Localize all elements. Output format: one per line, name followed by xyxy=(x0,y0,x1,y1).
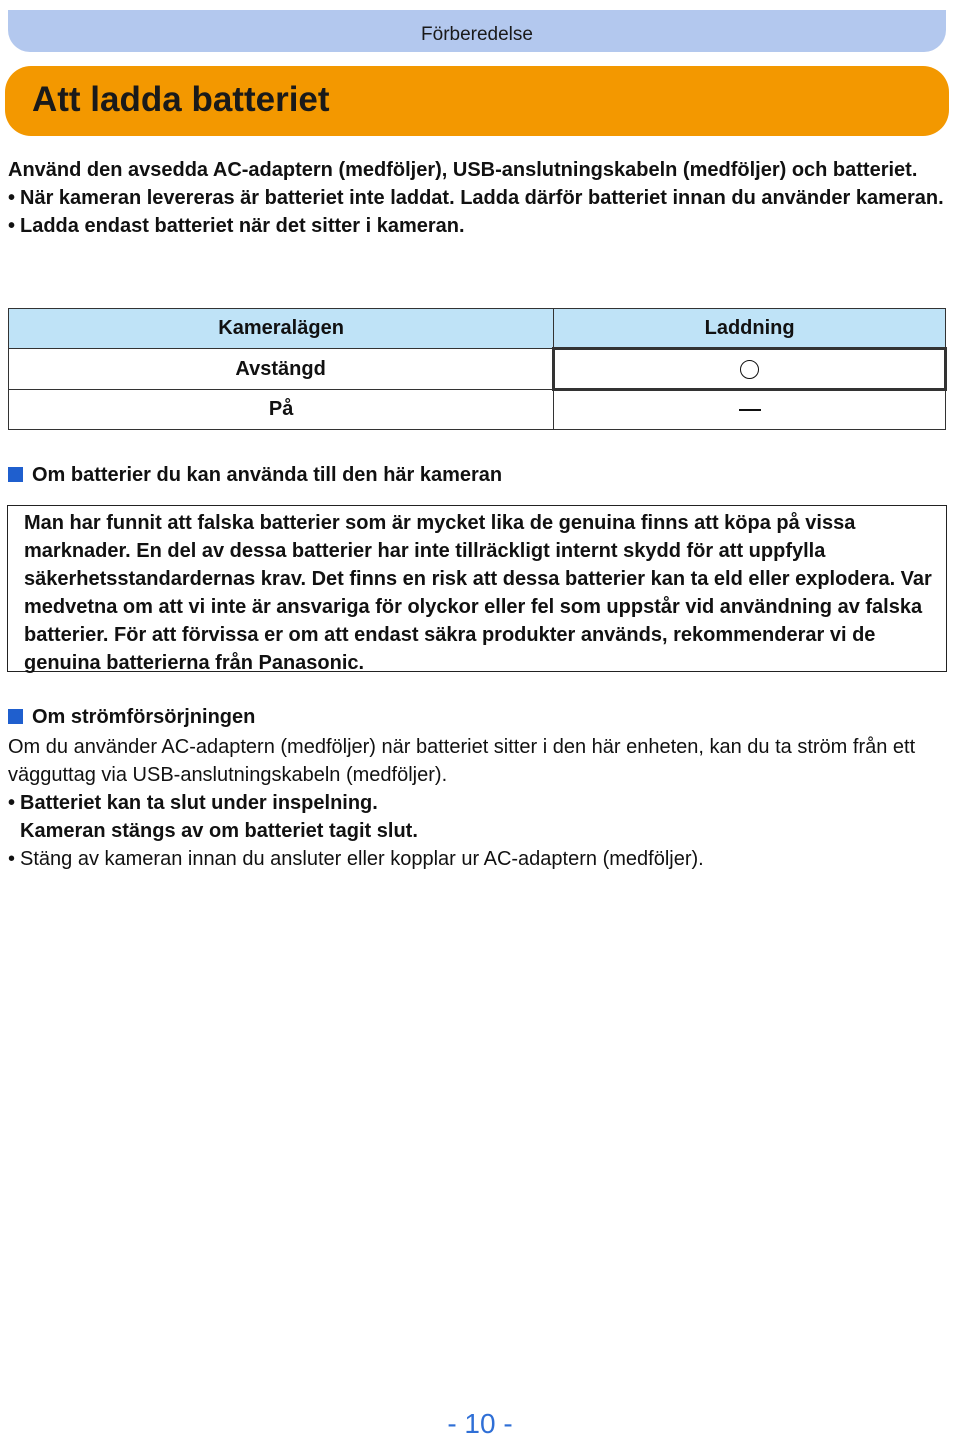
intro-lead: Använd den avsedda AC-adaptern (medföljer), USB-anslutningskabeln (medföljer) och batteriet. xyxy=(8,159,918,181)
column-header-charge: Laddning xyxy=(554,309,946,349)
table-header-row xyxy=(9,309,946,349)
intro-bullet: • Ladda endast batteriet när det sitter i kameran. xyxy=(8,212,948,240)
power-section xyxy=(8,733,953,873)
square-bullet-icon xyxy=(8,709,23,724)
power-bullet: • Stäng av kameran innan du ansluter eller kopplar ur AC-adaptern (medföljer). xyxy=(8,845,953,873)
page-title: Att ladda batteriet xyxy=(32,80,330,119)
battery-heading xyxy=(8,464,502,487)
circle-icon xyxy=(740,360,759,379)
column-header-mode: Kameralägen xyxy=(9,309,554,349)
camera-mode-table xyxy=(8,308,947,430)
power-bullet: • Batteriet kan ta slut under inspelning. xyxy=(8,789,953,817)
square-bullet-icon xyxy=(8,467,23,482)
table-row xyxy=(9,349,946,390)
warning-box xyxy=(7,505,947,672)
power-bullet-continuation: Kameran stängs av om batteriet tagit slut. xyxy=(20,820,418,842)
dash-icon xyxy=(739,409,761,412)
battery-heading-text: Om batterier du kan använda till den här kameran xyxy=(32,464,503,486)
charge-cell xyxy=(554,349,946,390)
section-header xyxy=(8,10,946,52)
power-heading-text: Om strömförsörjningen xyxy=(32,706,256,728)
intro-bullet: • När kameran levereras är batteriet inte laddat. Ladda därför batteriet innan du använder kameran. xyxy=(8,184,948,212)
charge-cell xyxy=(554,390,946,430)
page-number: - 10 - xyxy=(447,1408,513,1439)
mode-cell: På xyxy=(9,390,554,430)
power-heading xyxy=(8,706,255,729)
title-bar xyxy=(5,66,949,136)
intro-text xyxy=(8,156,948,240)
section-label: Förberedelse xyxy=(421,24,533,45)
warning-text: Man har funnit att falska batterier som är mycket lika de genuina finns att köpa på vissa marknader. En del av dessa batterier har inte tillräckligt internt skydd för att uppfylla säkerhetsstandardernas krav. Det finns en risk att dessa batterier kan ta eld eller explodera. Var medvetna om att vi inte är ansvariga för olyckor eller fel som uppstår vid användning av falska batterier. För att förvissa er om att endast säkra produkter används, rekommenderar vi de genuina batterierna från Panasonic. xyxy=(24,512,932,674)
mode-cell: Avstängd xyxy=(9,349,554,390)
table-row xyxy=(9,390,946,430)
power-body: Om du använder AC-adaptern (medföljer) när batteriet sitter i den här enheten, kan du ta ström från ett vägguttag via USB-anslutningskabeln (medföljer). xyxy=(8,736,916,786)
